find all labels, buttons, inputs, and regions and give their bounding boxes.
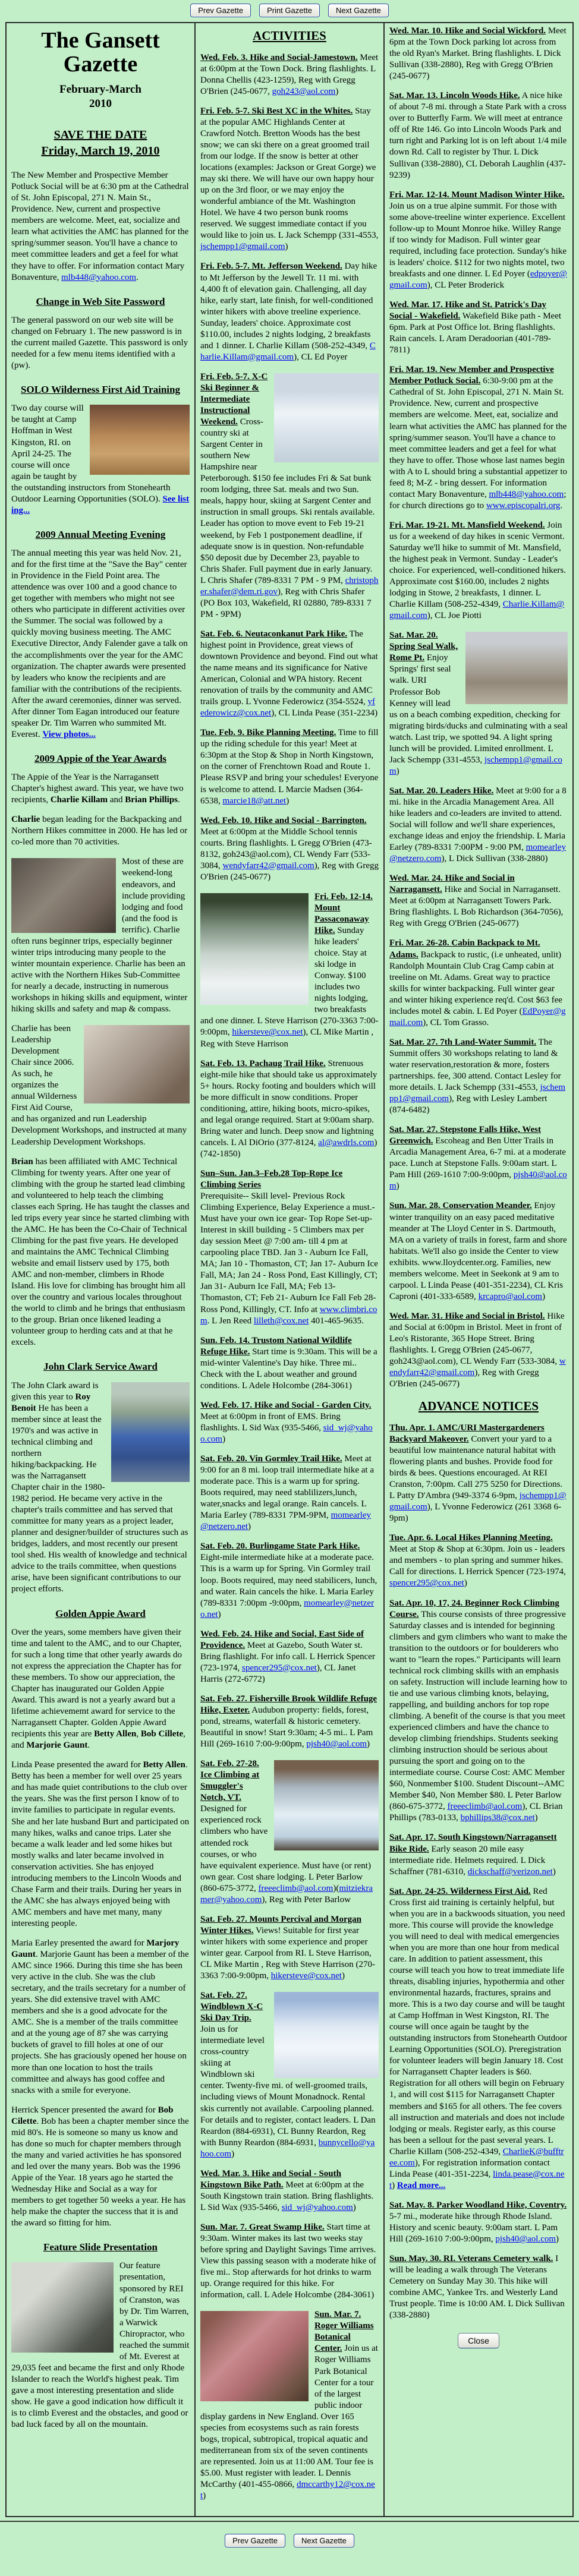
activity-title: Sat. Feb. 27. Windblown X-C Ski Day Trip. [200,1991,263,2023]
activity-item: Fri. Mar. 12-14. Mount Madison Winter Hike. Join us on a true alpine summit. For those with some above-treeline winter experience. Excellent follow-up to Mount Monroe hike. Willey Range if too windy for Madison. Full winter gear required, including face protection. Sunday's hike is leaders' choice. $112 for two nights motel, two breakfasts and one dinner. L Ed Poyer (edpoyer@gmail.com), CL Peter Broderick [389,190,567,290]
paragraph: Herrick Spencer presented the award for Bob Cilette. Bob has been a chapter member since the mid 80's. He is someone so many us know and has done so much for chapter members through the many and varied activities he has sponsored and led over the many years. Bob was the 1996 Appie of the Year. 18 years ago he started the Wednesday Hike and Social as a way for members to get together 50 weeks a year. He has help make the chapter the success that it is and the award so fitting for him. [11,2105,189,2228]
activity-item: Sun. Mar. 7. Great Swamp Hike. Start time at 9:30am. Winter makes its last two weeks stay before spring and Daylight Savings Time arrives. View this passing season with a moderate hike of five mi.. Stop afterwards for hot drinks to warm up. Orange required for this hike. For information, call. L Adele Holcombe (284-3061) [200,2222,376,2300]
bold-text: Bob Cillete [140,1729,184,1739]
email-link[interactable]: krcapro@aol.com [478,1291,543,1301]
activity-title: Sat. Feb. 6. Neutaconkanut Park Hike. [200,629,348,639]
activity-title: Sat. Feb. 27-28. Ice Climbing at Smuggler's Notch, VT. [200,1759,260,1803]
section-heading: SOLO Wilderness First Aid Training [21,384,180,396]
email-link[interactable]: Charlie.Killam@gmail.com [200,340,376,362]
activity-title: Sat. Mar. 27. Stepstone Falls Hike, West Greenwich. [389,1125,542,1146]
paragraph: Two day course will be taught at Camp Hoffman in West Kingston, RI. on April 24-25. The course will once again be taught by the outstanding instructors from Stonehearth Outdoor Learning Opportunities (SOLO). See listing... [11,403,190,515]
activity-item: Sat. Mar. 27. 7th Land-Water Summit. The Summit offers 30 workshops relating to land & water reservation,restoration & more, fosters partnerships. fee, 300 attend. Contact Lesley for more details. L Jack Schempp (331-4553, jschempp1@gmail.com), Reg with Lesley Lambert (874-6482) [389,1037,566,1115]
paragraph: Most of these are weekend-long endeavors, and include providing lodging and food (and the food is terrific). Charlie often runs beginner trips, especially beginner winter trips introducing many people to the winter mountain experience. Charlie has been an active with the Northern Hikes Sub-Committee for nearly a decade, instructing in numerous workshops in hiking skills and equipment, winter hiking skills and safety and map & compass. [11,857,188,1014]
activity-title: Sun. May. 30. RI. Veterans Cemetery walk. [389,2254,553,2264]
activity-title: Sat. Feb. 13. Pachaug Trail Hike. [200,1058,326,1068]
email-link[interactable]: spencer295@cox.net [389,1578,464,1588]
email-link[interactable]: spencer295@cox.net [242,1663,317,1673]
activity-title: Wed. Mar. 17. Hike and St. Patrick's Day Social - Wakefield. [389,300,547,321]
inline-link[interactable]: View photos... [42,729,96,739]
paragraph: The annual meeting this year was held Nov. 21, and for the first time at the "Save the Bay" center in Providence in the Field Point area. The attendence was over 100 and a good chance to get together with members who might not see others who participate in different activities over the Summer. The social was followed by a quickly moving business meeting. The AMC Executive Director, Andy Falender gave a talk on the accomplishments over the year for the AMC organization. The chapter awards were presented by leaders who know the recipients and are familiar with the contributions of the recipients. After the award ceremonies, dinner was served. After dinner Tom Eagan introduced our feature speaker Dr. Tim Warren who summited Mt. Everest. View photos... [11,548,188,739]
activity-item: Sat. Feb. 27. Mounts Percival and Morgan Winter Hikes. Views! Suitable for first year winter hikers with some experience and proper winter gear. Carpool from RI. L Steve Harrison, CL Mike Martin , Reg with Steve Harrison (270-3363 7:00-9:00pm, hikersteve@cox.net) [200,1914,375,1981]
paragraph: The Appie of the Year is the Narragansett Chapter's highest award. This year, we have two recipients, Charlie Killam and Brian Phillips. [11,773,184,805]
column-middle [195,23,384,2517]
passaconaway-photo [200,893,309,1005]
bold-text: Bob Cilette [11,2105,174,2126]
paragraph: Maria Earley presented the award for Marjory Gaunt. Marjorie Gaunt has been a member of the AMC since 1966. During this time she has been very active in the club. She was the club secretary, and the trails secretary for a number of years. She did extensive travel with AMC members and she is a good advocate for the AMC. She is a member of the trails committee and at the young age of 87 she was carrying buckets of gravel to fill holes at one of our projects. She has graciously opened her house on more than one location to host the trails committee and always has good coffee and snacks with a smile for everyone. [11,1938,189,2095]
activity-item: Fri. Mar. 19-21. Mt. Mansfield Weekend. Join us for a weekend of day hikes in scenic Vermont. Saturday we'll hike to summit of Mt. Mansfield, the highest peak in Vermont. Sunday - Leader's choice. For experienced, well-conditioned hikers. Approximate cost $160.00, includes 2 nights lodging in Stowe, 2 breakfasts, 1 dinner. L Charlie Killam (508-252-4349, Charlie.Killam@gmail.com), CL Joe Piotti [389,520,566,621]
paragraph: Over the years, some members have given their time and talent to the AMC, and to our Chapter, for such a long time that other yearly awards do not express the appreciation the Chapter has for these members. To show our appreciation, the Chapter has inaugurated our Golden Appie Award. This award is not a yearly award but a lifetime achievememt award for service to the Narragansett Chapter. Golden Appie Award recipients this year are Betty Allen, Bob Cillete, and Marjorie Gaunt. [11,1627,185,1751]
activity-item: Sat. Feb. 27. Fisherville Brook Wildlife Refuge Hike, Exeter. Audubon property: fields, forest, pond, streams, waterfall & historic cemetery. Beautiful in snow! Start 9:30am; 4-5 mi.. L Pam Hill (269-1610 7:00-9:00pm, pjsh40@aol.com) [200,1694,377,1749]
activity-title: Wed. Feb. 3. Hike and Social-Jamestown. [200,52,358,62]
section-heading: 2009 Appie of the Year Awards [34,752,167,764]
leadership-workshop-photo [84,1025,190,1103]
paragraph: Charlie began leading for the Backpacking and Northern Hikes committee in 2000. He has led or co-led more than 70 activities. [11,815,188,847]
appie-award-photo [11,858,116,933]
bold-text: Betty Allen [143,1760,185,1770]
activity-item: Sat. Mar. 20. Spring Seal Walk, Rome Pt. Enjoy Springs' first seal walk. URI Professor Bob Kenney will lead us on a beach combing expedition, checking for migrating birds/ducks and culminating with a seal watch. Last trip, we spotted 94. A light spring lunch will be provided. Limited enrollment. L Jack Schempp (331-4553, jschempp1@gmail.com) [389,630,568,776]
email-link[interactable]: marcie18@att.net [222,796,287,806]
paragraph: Charlie has been Leadership Development Chair since 2006. As such, he organizes the annual Wilderness First Aid Course, and has organized and run Leadership Development Workshops, and instructed at many Leadership Development Workshops. [11,1023,190,1148]
activity-title: Sat. Apr. 17. South Kingstown/Narragansett Bike Ride. [389,1833,557,1854]
bottom-divider [0,2521,579,2522]
bold-text: Roy Benoit [11,1392,91,1413]
activity-title: Fri. Mar. 26-28. Cabin Backpack to Mt. Adams. [389,938,540,960]
email-link[interactable]: momearley@netzero.net [200,1511,372,1532]
inline-link[interactable]: Read more... [397,2180,446,2190]
activity-title: Sat. Apr. 24-25. Wilderness First Aid. [389,1886,531,1896]
column-left [6,23,195,2517]
save-the-date-value: Friday, March 19, 2010 [41,144,160,158]
activity-item: Thu. Apr. 1. AMC/URI Mastergardeners Backyard Makeover. Convert your yard to a beautiful low maintenance natural habitat with flowering plants and bushes. Provide food for birds & bees. Questions encouraged. At REI Cranston, 7:00pm. Call 275 5250 for Directions. L Patty D'Ambra (949-3374 6-9pm, jschempp1@gmail.com), L Yvonne Federowicz (261 3368 6-9pm) [389,1423,567,1524]
email-link[interactable]: jschempp1@gmail.com [200,242,285,252]
email-link[interactable]: Charlie.Killam@gmail.com [389,600,565,621]
activity-title: Sun. Mar. 7. Great Swamp Hike. [200,2222,325,2232]
activity-title: Sat. Feb. 27. Mounts Percival and Morgan Winter Hikes. [200,1914,361,1935]
activity-title: Wed. Feb. 10. Hike and Social - Barrington. [200,815,367,825]
bold-text: Marjorie Gaunt [26,1741,88,1751]
activity-title: Sat. Feb. 20. Burlingame State Park Hike. [200,1541,360,1552]
email-link[interactable]: bunnycello@yahoo.com [200,2137,375,2159]
top-toolbar [0,0,579,22]
email-link[interactable]: goh243@aol.com [272,86,336,96]
activity-title: Sun. Mar. 28. Conservation Meander. [389,1201,532,1211]
email-link[interactable]: wendyfarr42@gmail.com [389,1357,566,1378]
activity-item: Sun. May. 30. RI. Veterans Cemetery walk. I will be leading a walk through The Veterans Cemetery on Sunday May 30. This hike will combine AMC, Yankee Trs. and Westerly Land Trust people. Time is 10:00 AM. L Dick Sullivan (338-2880) [389,2254,565,2320]
activity-title: Sat. Mar. 20. Leaders Hike. [389,786,494,796]
activity-title: Sun. Mar. 7. Roger Williams Botanical Center. [314,2310,374,2354]
email-link[interactable]: freeeclimb@aol.com [258,1883,333,1893]
activity-title: Wed. Mar. 31. Hike and Social in Bristol. [389,1311,545,1321]
roy-benoit-photo [111,1382,190,1482]
bold-text: Marjory Gaunt [11,1938,180,1960]
bold-text: Brian [11,1156,33,1166]
advance-notices-header: ADVANCE NOTICES [418,1399,539,1414]
activity-item: Sat. Feb. 20. Vin Gormley Trail Hike. Meet at 9:00 for an 8 mi. loop trail intermediate hike at a moderate pace. This is a warm up for spring. Boots required, may need stablilizers,lunch, water,snacks and legal orange. Rain cancels. L Maria Earley (789-8331 7PM-9PM, momearley@netzero.net) [200,1454,374,1532]
activity-title: Thu. Apr. 1. AMC/URI Mastergardeners Backyard Makeover. [389,1423,545,1444]
bold-text: Charlie [11,815,40,825]
email-link[interactable]: pjsh40@aol.com [495,2234,556,2244]
activity-title: Wed. Mar. 24. Hike and Social in Narragansett. [389,874,515,895]
email-link[interactable]: CharlieK@bufftree.com [389,2146,564,2168]
activity-title: Sun–Sun. Jan.3–Feb.28 Top-Rope Ice Climbing Series [200,1168,343,1190]
email-link[interactable]: mitziekramer@yahoo.com [200,1883,373,1905]
masthead-year: 2010 [89,97,112,111]
activity-item: Sat. Feb. 27. Windblown X-C Ski Day Trip. Join us for intermediate level cross-country skiing at Windblown ski center. Twenty-five mi. of well-groomed trails, including views of Mount Monadnock. Rental skis currently not available. Carpooling planned. For details and to register, contact leaders. L Dan Reardon (884-6931), CL Bunny Reardon, Reg with Bunny Reardon (884-6931, bunnycello@yahoo.com) [200,1990,379,2160]
email-link[interactable]: EdPoyer@gmail.com [389,1006,566,1027]
activity-item: Wed. Feb. 17. Hike and Social - Garden City. Meet at 6:00pm in front of EMS. Bring flashlights. L Sid Wax (935-5466, sid_wj@yahoo.com) [200,1400,373,1444]
section-heading: Golden Appie Award [55,1607,146,1619]
botanical-center-photo [200,2311,309,2401]
activities-list [200,52,379,2502]
prev-gazette-button[interactable]: Prev Gazette [225,2534,285,2547]
email-link[interactable]: jschempp1@gmail.com [389,755,562,776]
activity-title: Fri. Feb. 5-7. X-C Ski Beginner & Intermediate Instructional Weekend. [200,371,268,427]
inline-link[interactable]: www.climbri.com [200,1304,377,1326]
paragraph: The John Clark award is given this year to Roy Benoit He has been a member since at least the 1970's and was active in technical climbing and northern hiking/backpacking. He was the Narragansett Chapter chair in the 1980-1982 period. He became very active in the chapter's trails committee and has served that committee for many years as a project leader, planner and designer/builder of structures such as bridges, ladders, and most recently our present tool shed. His wealth of knowledge and technical advice to the trails committee, when questions arise, have been significant contributions to our project efforts. [11,1380,190,1596]
advance-notices-list [389,1423,568,2322]
activity-item: Sat. Apr. 17. South Kingstown/Narragansett Bike Ride. Early season 20 mile easy intermediate ride. Helmets required. L Dick Schaffner (781-6310, dickschaff@verizon.net) [389,1833,557,1877]
xc-ski-photo [274,373,379,462]
activity-item: Sat. Feb. 6. Neutaconkanut Park Hike. The highest point in Providence, great views of downtown Providence and beyond. Find out what the name means and its significance for Native American, Colonial and WPA history. Recent renovation of trails by the community and AMC trails group. L Yvonne Federowicz (354-5524, yfederowicz@cox.net), CL Linda Pease (351-2234) [200,629,378,718]
email-link[interactable]: hikersteve@cox.net [270,1971,342,1981]
email-link[interactable]: sid_wj@yahoo.com [200,1423,373,1444]
email-link[interactable]: christopher.shafer@dem.ri.gov [200,575,379,597]
activity-item: Sun–Sun. Jan.3–Feb.28 Top-Rope Ice Climbing Series Prerequisite-- Skill level- Previous Rock Climbing Experience, Belay Experience a must.- Must have your own ice gear- Top Rope Set-up- Interest in skill building - 5 Climbers max per day session Meet @ 7:00 am- till 4 pm at carpooling place TBD. Jan 3 - Auburn Ice Fall, MA; Jan 10 - Thomaston, CT; Jan 17- Auburn Ice Fall, MA; Jan 24 - Ross Pond, East Killingly, CT; Jan 31- Auburn Ice Fall, MA; Feb 13- Thomaston, CT; Feb 21- Auburn Ice Fall Feb 28- Ross Pond, Killingly, CT. Info at www.climbri.com. L Jen Reed lilleth@cox.net 401-465-9635. [200,1168,378,1326]
activity-item: Sat. Feb. 13. Pachaug Trail Hike. Strenuous eight-mile hike that should take us approximately 5+ hours. Rocky footing and boulders which will be more difficult in snow conditions. Proper conditioning, attire, hiking boots, micro-spikes, and legal orange required. Start at 9:00am sharp. Bring water and lunch. Deep snow and lightning cancels. L Al DiOrio (377-8124, al@awdrls.com)(742-1850) [200,1058,377,1159]
email-link[interactable]: linda.pease@cox.net [389,2169,565,2190]
email-link[interactable]: jschempp1@gmail.com [389,1491,567,1512]
activity-item: Fri. Feb. 12-14. Mount Passaconaway Hike. Sunday hike leaders' choice. Stay at ski lodge in Conway. $100 includes two nights lodging, two breakfasts and one dinner. L Steve Harrison (270-3363 7:00-9:00pm, hikersteve@cox.net), CL Mike Martin , Reg with Steve Harrison [200,891,379,1049]
paragraph: Our feature presentation, sponsored by REI of Cranston, was by Dr. Tim Warren, a Warwick Chiropractor, who reached the summit of Mt. Everest at 29,035 feet and became the first and only Rhode Islander to reach the World's highest peak. Tim gave a most interesting presentation and slide show. He gave a good indication how difficult it is to climb Everest and the obstacles, and good or bad luck faced by all on the mountain. [11,2261,190,2430]
solo-training-photo [90,405,190,475]
email-link[interactable]: mlb448@yahoo.com [61,272,137,282]
activity-title: Sat. Feb. 20. Vin Gormley Trail Hike. [200,1454,342,1464]
email-link[interactable]: yfederowicz@cox.net [200,697,375,718]
section-heading: John Clark Service Award [43,1361,158,1373]
inline-link[interactable]: See listing... [11,494,190,515]
bottom-toolbar [0,2530,579,2552]
activity-item: Wed. Feb. 10. Hike and Social - Barrington. Meet at 6:00pm at the Middle School tennis courts. Bring flashlights. L Gregg O'Brien (473-8132, goh243@aol.com), CL Wendy Farr (533-3084, wendyfarr42@gmail.com), Reg with Gregg O'Brien (245-0677) [200,815,379,882]
activity-item: Fri. Feb. 5-7. X-C Ski Beginner & Intermediate Instructional Weekend. Cross-country ski at Sargent Center in southern New Hampshire near Peterborough. $150 fee includes Fri & Sat bunk room lodging, three Sat. meals and two Sun. meals, happy hour, skiing at Sargent Center and instruction in small groups. Ski rentals available. Leader has option to move event to Feb 19-21 weekend, by Feb 1 postponement deadline, if adequate snow is in question. Non-refundable $50 deposit due by December 23, payable to Chris Shafer. Full payment due in early January. L Chris Shafer (789-8331 7 PM - 9 PM, christopher.shafer@dem.ri.gov), Reg with Chris Shafer (PO Box 103, Wakefield, RI 02880, 789-8331 7 PM - 9PM) [200,371,379,619]
activity-item: Sat. Apr. 10, 17, 24. Beginner Rock Climbing Course. This course consists of three progressive Saturday classes and is intended for beginning climbers and gym climbers who want to make the transition to the outdoors or for boulderers who want to "learn the ropes." Participants will learn technical rock climbing skills with an emphasis on safety. Instruction will include learning how to tie and use various climbing knots, belaying, rappelling, and building anchors for top rope climbing. A benefit of the course is that you meet experienced climbers and have the chance to develop climbing friendships. Students seeking climbing instruction should be serious about pursuing the sport and going on to the intermediate course. Course Cost: AMC Member $60, Nonmember $100. Student Discount--AMC Member $40, Non Member $80. L Peter Barlow (860-675-3772, freeeclimb@aol.com), CL Brian Phillips (783-0133, bphillips38@cox.net) [389,1598,568,1823]
email-link[interactable]: momearley@netzero.com [389,843,567,864]
activity-title: Fri. Feb. 12-14. Mount Passaconaway Hike. [314,891,373,936]
bold-text: Betty Allen [94,1729,137,1739]
paragraph: Linda Pease presented the award for Betty Allen. Betty has been a member for well over 25 years and has made quiet contributions to the club over the years. She was the first person I know of to invite families to participate in regular events. She and her late husband Burt and participated on many hikes, walks and canoe trips. Later she became a walk leader and led some hikes but mostly walks and later became involved in conservation activities. She has enjoyed introducing members to the Lincoln Woods and Chase Farm and their trails. During her years in the AMC she has always enjoyed being with AMC members and have met many, many interesting people. [11,1760,190,1928]
activity-item: Wed. Mar. 3. Hike and Social - South Kingstown Bike Path. Meet at 6:00pm at the South Kingstown train station. Bring flashlights. L Sid Wax (935-5466, sid_wj@yahoo.com) [200,2168,374,2212]
email-link[interactable]: dmccarthy12@cox.net [200,2479,375,2501]
activity-title: Sat. Mar. 27. 7th Land-Water Summit. [389,1037,537,1047]
email-link[interactable]: pjsh40@aol.com [306,1739,367,1749]
activity-title: Sat. Apr. 10, 17, 24. Beginner Rock Climbing Course. [389,1598,559,1619]
activity-title: Sat. Mar. 20. Spring Seal Walk, Rome Pt. [389,630,458,663]
close-button[interactable]: Close [458,2333,499,2348]
activity-item: Fri. Feb. 5-7. Ski Best XC in the Whites. Stay at the popular AMC Highlands Center at Crawford Notch. Bretton Woods has the best snow; we can ski there on a great groomed trail from our lodge. If the snow is better at other locations (examples: Jackson or Great Gorge) we may ski there. We will have our own happy hour up on the 3rd floor, or we may enjoy the wonderful ambiance of the Mt. Washington Hotel. We have 4 two person bunk rooms reserved. We suggest immediate contact if you would like to join us. L Jack Schempp (331-4553, jschempp1@gmail.com) [200,106,379,252]
email-link[interactable]: edpoyer@gmail.com [389,269,567,290]
section-heading: Feature Slide Presentation [43,2241,158,2253]
activity-item: Wed. Mar. 10. Hike and Social Wickford. Meet 6pm at the Town Dock parking lot across from the old Ryan's Market. Bring flashlights. L Dick Sullivan (338-2880), Reg with Gregg O'Brien (245-0677) [389,26,567,81]
prev-gazette-button[interactable]: Prev Gazette [190,4,251,17]
bold-text: Charlie Killam [50,795,108,805]
activity-item: Sat. May. 8. Parker Woodland Hike, Coventry. 5-7 mi., moderate hike through Rhode Island. History and scenic beauty. 9:00am start. L Pam Hill (269-1610 7:00-9:00pm, pjsh40@aol.com) [389,2200,567,2244]
close-button-row [389,2333,568,2348]
print-gazette-button[interactable]: Print Gazette [259,4,320,17]
page-title: The Gansett Gazette [41,28,160,77]
inline-link[interactable]: www.episcopalri.org [486,500,561,510]
email-link[interactable]: wendyfarr42@gmail.com [222,860,314,871]
email-link[interactable]: freeeclimb@aol.com [447,1802,523,1812]
email-link[interactable]: hikersteve@cox.net [232,1027,303,1038]
activity-item: Sat. Mar. 13. Lincoln Woods Hike. A nice hike of about 7-8 mi. through a State Park with a cross over to Butterfly Farm. We will meet at entrance off of Rte 146. Go into Lincoln Woods Park and turn right and Parking lot is on left about 1/4 mile down Rd. Call to register by Thur. L Dick Sullivan (338-2880), CL Deborah Laughlin (437-9239) [389,91,567,180]
activity-item: Wed. Feb. 3. Hike and Social-Jamestown. Meet at 6:00pm at the Town Dock. Bring flashlights. L Donna Chellis (423-1259), Reg with Gregg O'Brien (245-0677, goh243@aol.com) [200,52,379,96]
activity-title: Sun. Feb. 14. Trustom National Wildlife Refuge Hike. [200,1335,352,1357]
activity-title: Wed. Mar. 10. Hike and Social Wickford. [389,26,546,36]
email-link[interactable]: sid_wj@yahoo.com [281,2202,353,2212]
masthead-months: February-March [59,83,141,96]
ice-climbing-photo [274,1760,379,1850]
activity-item: Sat. Mar. 20. Leaders Hike. Meet at 9:00 for a 8 mi. hike in the Arcadia Management Area. All hike leaders and co-leaders are invited to attend. Social will follow and we'll share experiences, exchange ideas and enjoy the friendship. L Maria Earley (789-8331 7:00PM - 9:00 PM, momearley@netzero.com), L Dick Sullivan (338-2880) [389,786,567,864]
activity-title: Wed. Mar. 3. Hike and Social - South Kingstown Bike Path. [200,2168,341,2190]
activity-item: Tue. Feb. 9. Bike Planning Meeting. Time to fill up the riding schedule for this year! Meet at 6:30pm at the Stop & Shop in North Kingstown, on the corner of Frenchtown Road and Route 1. Please RSVP and bring your schedules! Everyone is welcome to attend. L Marcie Madsen (364-6538, marcie18@att.net) [200,728,379,806]
activity-item: Tue. Apr. 6. Local Hikes Planning Meeting. Meet at Stop & Shop at 6:30pm. Join us - leaders and members - to plan spring and summer hikes. Call for directions. L Herrick Spencer (723-1974, spencer295@cox.net) [389,1533,566,1588]
activity-item: Sun. Mar. 7. Roger Williams Botanical Center. Join us at Roger Williams Park Botanical Center for a tour of the largest public indoor display gardens in New England. Over 165 species from ecosystems such as rain forests bogs, tropical, subtropical, tropical aquatic and mediterranean from six of the seven continents are represented. Join us at 11:00 AM. Tour fee is $5.00. Must register with leader. L Dennis McCarthy (401-455-0866, dmccarthy12@cox.net) [200,2310,378,2501]
activity-item: Fri. Mar. 26-28. Cabin Backpack to Mt. Adams. Backpack to rustic, (i.e unheated, unlit) Randolph Mountain Club Crag Camp cabin at treeline on Mt. Adams. Great way to practice skills for winter backpacking. Full winter gear and winter hiking experience req'd. Cost $63 fee includes motel & cabin. L Ed Poyer (EdPoyer@gmail.com), CL Tom Grasso. [389,938,566,1027]
email-link[interactable]: al@awdrls.com [318,1137,375,1147]
activity-title: Tue. Apr. 6. Local Hikes Planning Meeting. [389,1533,553,1543]
bold-text: Brian Phillips [125,795,178,805]
activities-header: ACTIVITIES [253,29,326,43]
activity-title: Fri. Feb. 5-7. Mt. Jefferson Weekend. [200,261,342,272]
section-heading: Change in Web Site Password [36,295,165,307]
activity-item: Sun. Feb. 14. Trustom National Wildlife Refuge Hike. Start time is 9:30am. This will be a mid-winter Valentine's Day hike. Three mi.. Check with the L about weather and ground conditions. L Adele Holcombe (284-3061) [200,1335,377,1391]
section-heading: 2009 Annual Meeting Evening [35,528,166,540]
activity-item: Sat. Feb. 27-28. Ice Climbing at Smuggler's Notch, VT. Designed for experienced rock climbers who have attended rock courses, or who have equivalent experience. Must have (or rent) own gear. Cost share lodging. L Peter Barlow (860-675-3772, freeeclimb@aol.com)(mitziekramer@yahoo.com), Reg with Peter Barlow [200,1758,379,1906]
activity-title: Sat. Feb. 27. Fisherville Brook Wildlife Refuge Hike, Exeter. [200,1694,377,1715]
activity-item: Wed. Mar. 24. Hike and Social in Narragansett. Hike and Social in Narragansett. Meet at 6:00pm at Narragansett Towers Park. Bring flashlights. L Bob Richardson (364-7056), Reg with Gregg O'Brien (245-0677) [389,874,564,929]
next-gazette-button[interactable]: Next Gazette [294,2534,354,2547]
email-link[interactable]: bphillips38@cox.net [460,1813,535,1823]
activity-title: Fri. Mar. 19-21. Mt. Mansfield Weekend. [389,520,545,530]
activity-item: Wed. Feb. 24. Hike and Social, East Side of Providence. Meet at Gazebo, South Water st. Bring flashlight. For info call. L Herrick Spencer (723-1974, spencer295@cox.net), CL Janet Harris (272-6772) [200,1629,375,1684]
gazette-table [5,22,574,2517]
email-link[interactable]: momearley@netzero.net [200,1598,375,1619]
paragraph: Brian has been affiliated with AMC Technical Climbing for twenty years. After one year of climbing with the group he started lead climbing and volunteered to help teach the climbing classes each Spring. He has taught the classes and led trips every year since he started climbing with the AMC. He has been the Co-Chair of Technical Climbing for the past five years. He developed and maintains the AMC Technical Climbing website and email listserv used by 175, both AMC and non-member, climbers in Rhode Island. His love for climbing has brought him all over the country and various locales throughout the world to climb and he brings that enthusiasm to the group. Brian once likened leading a volunteer group to herding cats and at that he excels. [11,1156,190,1348]
activity-item: Wed. Mar. 31. Hike and Social in Bristol. Hike and Social at 6:00pm in Bristol. Meet in front of Leo's Ristorante, 365 Hope Street. Bring flashlights. L Gregg O'Brien (245-0677, goh243@aol.com), CL Wendy Farr (533-3084, wendyfarr42@gmail.com), Reg with Gregg O'Brien (245-0677) [389,1311,566,1389]
email-link[interactable]: dickschaff@verizon.net [467,1866,553,1877]
paragraph: The New Member and Prospective Member Potluck Social will be at 6:30 pm at the Cathedral of St. John Episcopal, 271 N. Main St., Providence. New, current and prospective members are welcome. Meet, eat, socialize and learn what activities the AMC has planned for the spring/summer season. You'll have a chance to meet committee leaders and get a feel for what they have to offer. For information contact Mary Bonaventure, mlb448@yahoo.com. [11,171,189,282]
activity-item: Sat. Apr. 24-25. Wilderness First Aid. Red Cross first aid training is certainly helpful, but when you are in a backwoods situation, you need more. This course will provide the knowledge you will need to deal with medical emergencies when you are more than one hour from medical care. In addition to patient assessment, this course will teach you how to treat immediate life threats, disabling injuries, hypothermia and other environmental hazards, fractures, sprains and more. This is a two day course and will be taught at Camp Hoffman in West Kingston, RI. The course will once again be taught by the outstanding instructors from Stonehearth Outdoor Learning Opportunities (SOLO). Preregistration for volunteer leaders will begin January 18. Cost for Narragansett Chapter leaders is $60. Registration for all others will begin on February 1, and will cost $115 for Narragansett Chapter members and $165 for all others. The fee covers all instruction and materials and does not include lodging or meals. Register early, as this course has been a sellout for the past several years. L Charlie Killam (508-252-4349, CharlieK@bufftree.com), For registration information contact Linda Pease (401-351-2234, linda.pease@cox.net) Read more... [389,1886,568,2190]
activity-item: Sat. Feb. 20. Burlingame State Park Hike. Eight-mile intermediate hike at a moderate pace. This is a warm up for Spring. Vin Gormley trail loop. Boots required, may need stabilicers, lunch, and water. Rain cancels the hike. L Maria Earley (789-8331 7:00pm -9:00pm, momearley@netzero.net) [200,1541,377,1619]
activity-title: Fri. Mar. 12-14. Mount Madison Winter Hike. [389,190,565,200]
windblown-ski-photo [274,1992,379,2078]
activity-title: Wed. Feb. 24. Hike and Social, East Side of Providence. [200,1629,364,1650]
march-activities-list [389,26,568,1390]
email-link[interactable]: pjsh40@aol.com [389,1170,567,1191]
save-the-date-label: SAVE THE DATE [54,128,147,142]
seal-walk-photo [465,632,568,704]
paragraph: The general password on our web site will be changed on February 1. The new password is in the current mailed Gazette. This password is only needed for a few menu items identified with a (pw). [11,315,188,371]
column-right [384,23,573,2517]
next-gazette-button[interactable]: Next Gazette [328,4,389,17]
email-link[interactable]: mlb448@yahoo.com [489,489,564,499]
activity-title: Fri. Feb. 5-7. Ski Best XC in the Whites. [200,106,353,116]
left-column-content [11,170,190,2430]
feature-presentation-photo [11,2262,114,2353]
activity-item: Sun. Mar. 28. Conservation Meander. Enjoy winter tranquility on an easy paced meditative meander at The Lloyd Center in S. Dartmouth, MA on a variety of trails in forest, farm and shore habitats. We'll also go inside the Center to view exhibits. www.lloydcenter.org. Families, new members welcome. Meet in Seekonk at 9 am to carpool. L Linda Pease (401-351-2234), CL Kris Caproni (401-333-6589, krcapro@aol.com) [389,1201,567,1301]
email-link[interactable]: lilleth@cox.net [253,1316,309,1326]
activity-title: Sat. Mar. 13. Lincoln Woods Hike. [389,91,520,101]
activity-title: Tue. Feb. 9. Bike Planning Meeting. [200,728,336,738]
activity-item: Sat. Mar. 27. Stepstone Falls Hike, West Greenwich. Escoheag and Ben Utter Trails in Arcadia Management Area, 6-7 mi. at a moderate pace. Lunch at Stepstone Falls. 9:00am start. L Pam Hill (269-1610 7:00-9:00pm, pjsh40@aol.com) [389,1125,567,1191]
activity-item: Wed. Mar. 17. Hike and St. Patrick's Day Social - Wakefield. Wakefield Bike path - Meet 6pm. Park at Post Office lot. Bring flashlights. Rain cancels. L Aram Deradoorian (401-789-7811) [389,300,562,355]
activity-title: Wed. Feb. 17. Hike and Social - Garden City. [200,1400,372,1410]
activity-item: Fri. Mar. 19. New Member and Prospective Member Potluck Social. 6:30-9:00 pm at the Cathedral of St. John Episcopal, 271 N. Main St. Providence. New, current and prospective members are welcome. Meet, eat, socialize and learn what activities the AMC has planned for the spring/summer season. You'll have a chance to meet committee leaders and get a feel for what they have to offer. Those whose last names begin with A to L should bring a substantial appetizer to feed 8; M-Z - bring dessert. For information contact Mary Bonaventure, mlb448@yahoo.com; for church directions go to www.episcopalri.org. [389,365,567,510]
activity-title: Sat. May. 8. Parker Woodland Hike, Coventry. [389,2200,567,2210]
email-link[interactable]: jschempp1@gmail.com [389,1083,566,1104]
activity-item: Fri. Feb. 5-7. Mt. Jefferson Weekend. Day hike to Mt Jefferson by the Jewell Tr. 11 mi. with 4,400 ft of elevation gain. Challenging, all day hike, early start, late finish, for well-conditioned winter hikers with above treeline experience. Sunday, leaders' choice. Approximate cost $110.00, includes 2 nights lodging, 2 breakfasts and 1 dinner. L Charlie Killam (508-252-4349, Charlie.Killam@gmail.com), CL Ed Poyer [200,261,377,362]
activity-title: Fri. Mar. 19. New Member and Prospective Member Potluck Social. [389,365,554,386]
